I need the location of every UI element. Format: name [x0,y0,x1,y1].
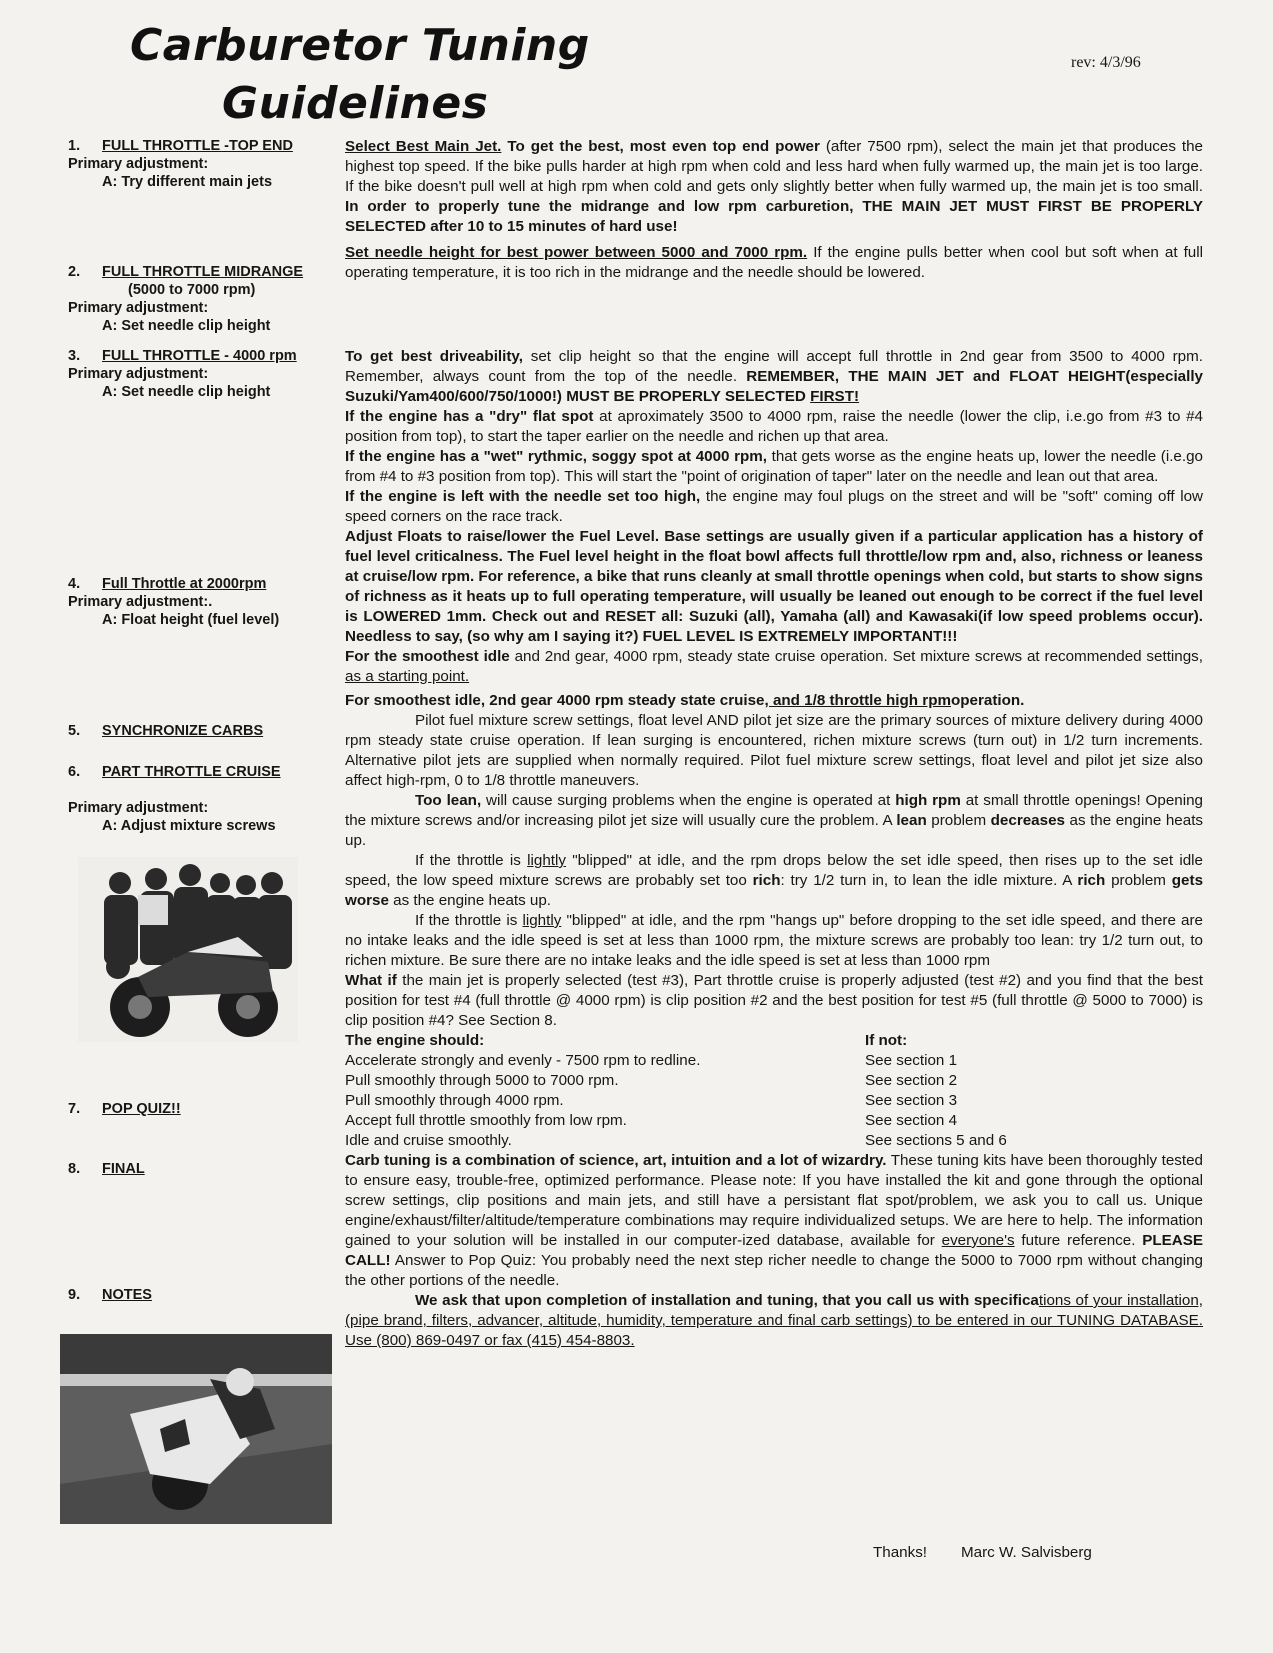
paragraph-wet-spot: If the engine has a "wet" rythmic, soggy spot at 4000 rpm, that gets worse as the engine heats up, lower the needle (i.e.go from #4 to #3 position from top). This will start the "point of origination of taper" later on the needle and lean out that area. [345,448,1203,485]
paragraph-pilot-fuel: Pilot fuel mixture screw settings, float level AND pilot jet size are the primary sources of mixture delivery during 4000 rpm steady state cruise operation. If lean surging is encountered, richen mixture screws (turn out) in 1/2 turn increments. Alternative pilot jets are supplied when normally required. Pilot fuel mixture screw settings, float level and pilot jet size also affect high-rpm, 0 to 1/8 throttle maneuvers. [345,712,1203,789]
section-8-heading: 8. FINAL [68,1161,145,1177]
paragraph-smoothest-idle: For the smoothest idle and 2nd gear, 4000 rpm, steady state cruise operation. Set mixture screws at recommended settings, as a starting point. [345,648,1203,685]
final-row: Pull smoothly through 5000 to 7000 rpm. See section 2 [345,1072,958,1089]
section-1-heading: 1. FULL THROTTLE -TOP END Primary adjustment: A: Try different main jets [68,138,293,190]
team-photo [78,857,298,1042]
title-line-1: Carburetor Tuning [130,20,590,71]
paragraph-pop-quiz: What if the main jet is properly selected (test #3), Part throttle cruise is properly adjusted (test #2) and you find that the best position for test #4 (full throttle @ 4000 rpm) is clip position #2 and the best position for test #5 (full throttle @ 5000 to 7000) is clip position #4? See Section 8. [345,972,1203,1029]
final-row: Accept full throttle smoothly from low rpm. See section 4 [345,1112,958,1129]
right-column-middle [345,347,1203,1351]
paragraph-dry-flat-spot: If the engine has a "dry" flat spot at aproximately 3500 to 4000 rpm, raise the needle (lower the clip, i.e.go from #3 to #4 position from top), to start the taper earlier on the needle and richen up that area. [345,408,1203,445]
paragraph-driveability: To get best driveability, set clip height so that the engine will accept full throttle in 2nd gear from 3500 to 4000 rpm. Remember, always count from the top of the needle. REMEMBER, THE MAIN JET and FLOAT HEIGHT(especially Suzuki/Yam400/600/750/1000!) MUST BE PROPERLY SELECTED FIRST! [345,348,1203,405]
final-row: Accelerate strongly and evenly - 7500 rpm to redline. See section 1 [345,1052,958,1069]
paragraph-too-lean: Too lean, will cause surging problems when the engine is operated at high rpm at small throttle openings! Opening the mixture screws and/or increasing pilot jet size will usually cure the problem. A lean problem decreases as the engine heats up. [345,792,1204,849]
paragraph-blipped-rich: If the throttle is lightly "blipped" at idle, and the rpm drops below the set idle speed, then rises up to the set idle speed, the low speed mixture screws are probably set too rich: try 1/2 turn in, to lean the idle mixture. A rich problem gets worse as the engine heats up. [345,852,1204,909]
revision-date: rev: 4/3/96 [1071,54,1141,71]
paragraph-floats: Adjust Floats to raise/lower the Fuel Level. Base settings are usually given if a particular application has a history of fuel level criticalness. The Fuel level height in the float bowl affects full throttle/low rpm and, also, richness or leaness at cruise/low rpm. For reference, a bike that runs cleanly at small throttle openings when cold, but starts to show signs of richness as it heats up to full operating temperature, will usually be leaned out enough to be correct if the fuel level is LOWERED 1mm. Check out and RESET all: Suzuki (all), Yamaha (all) and Kawasaki(if low speed problems occur). Needless to say, (so why am I saying it?) FUEL LEVEL IS EXTREMELY IMPORTANT!!! [345,528,1203,645]
section-4-heading: 4. Full Throttle at 2000rpm Primary adjustment:. A: Float height (fuel level) [68,576,280,628]
title-line-2: Guidelines [222,78,489,129]
paragraph-main-jet: Select Best Main Jet. To get the best, most even top end power (after 7500 rpm), select the main jet that produces the highest top speed. If the bike pulls harder at high rpm when cold and less hard when fully warmed up, the main jet is too large. If the bike doesn't pull well at high rpm when cold and gets only slightly better when fully warmed up, the main jet is too small. In order to properly tune the midrange and low rpm carburetion, THE MAIN JET MUST FIRST BE PROPERLY SELECTED after 10 to 15 minutes of hard use! [345,138,1204,235]
final-checklist-header: The engine should: If not: [345,1032,908,1049]
right-column-top [345,137,1203,283]
paragraph-notes: Carb tuning is a combination of science, art, intuition and a lot of wizardry. These tuning kits have been thoroughly tested to ensure easy, trouble-free, optimized performance. Please note: If you have installed the kit and gone through the optional screw settings, clip positions and main jets, and still have a persistant flat spot/problem, we ask you to call us. Unique engine/exhaust/filter/altitude/temperature combinations may require individualized setups. We are here to help. The information gained to your solution will be installed in our computer-ized database, available for everyone's future reference. PLEASE CALL! Answer to Pop Quiz: You probably need the next step richer needle to change the 5000 to 7000 rpm without changing the other portions of the needle. [345,1152,1203,1289]
section-5-heading: 5. SYNCHRONIZE CARBS [68,723,264,739]
signature-name: Marc W. Salvisberg [961,1544,1092,1561]
primary-adjustment-label: Primary adjustment: [68,156,209,172]
paragraph-database-request: We ask that upon completion of installation and tuning, that you call us with specifications of your installation, (pipe brand, filters, advancer, altitude, humidity, temperature and final carb settings) to be entered in our TUNING DATABASE. Use (800) 869-0497 or fax (415) 454-8803. [345,1292,1203,1349]
final-row: Idle and cruise smoothly. See sections 5 and 6 [345,1132,1007,1149]
thanks-text: Thanks! [873,1544,928,1561]
section-7-heading: 7. POP QUIZ!! [68,1101,181,1117]
section-6-heading: 6. PART THROTTLE CRUISE Primary adjustment: A: Adjust mixture screws [68,764,281,834]
final-checklist [345,1031,1203,1151]
closing-signature [873,1544,1126,1561]
adjustment-text: A: Try different main jets [102,174,273,190]
paragraph-blipped-lean: If the throttle is lightly "blipped" at idle, and the rpm "hangs up" before dropping to the set idle speed, and there are no intake leaks and the idle speed is set at less than 1000 rpm, the mixture screws are probably too lean: try 1/2 turn out, to richen mixture. Be sure there are no intake leaks and the idle speed is set at less than 1000 rpm [345,912,1203,969]
race-photo [60,1334,332,1524]
section-9-heading: 9. NOTES [68,1287,152,1303]
paragraph-needle-height: Set needle height for best power between 5000 and 7000 rpm. If the engine pulls better when cool but soft when at full operating temperature, it is too rich in the midrange and the needle should be lowered. [345,244,1204,281]
paragraph-needle-too-high: If the engine is left with the needle set too high, the engine may foul plugs on the street and will be "soft" coming off low speed corners on the race track. [345,488,1204,525]
section-3-heading: 3. FULL THROTTLE - 4000 rpm Primary adjustment: A: Set needle clip height [68,348,297,400]
section-2-heading: 2. FULL THROTTLE MIDRANGE (5000 to 7000 rpm) Primary adjustment: A: Set needle clip height [68,264,304,334]
final-row: Pull smoothly through 4000 rpm. See section 3 [345,1092,958,1109]
paragraph-cruise-heading: For smoothest idle, 2nd gear 4000 rpm steady state cruise, and 1/8 throttle high rpmoperation. [345,692,1025,709]
